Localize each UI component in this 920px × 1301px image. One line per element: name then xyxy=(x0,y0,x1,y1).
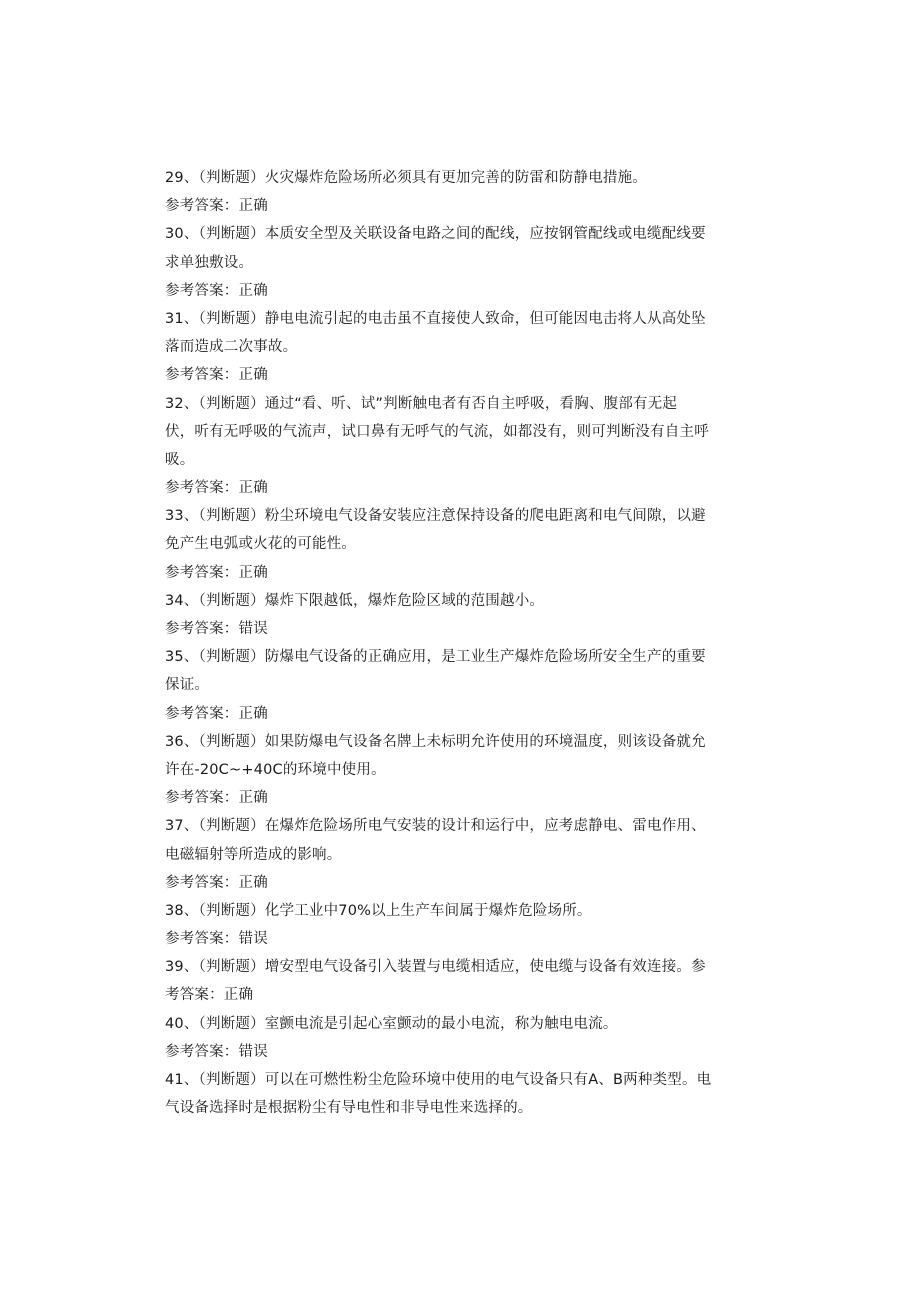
question-38-text: 38、（判断题）化学工业中70%以上生产车间属于爆炸危险场所。 xyxy=(165,902,592,919)
question-35-text: 35、（判断题）防爆电气设备的正确应用，是工业生产爆炸危险场所安全生产的重要 xyxy=(165,649,706,666)
question-31-text-cont: 落而造成二次事故。 xyxy=(165,339,298,356)
question-41-text: 41、（判断题）可以在可燃性粉尘危险环境中使用的电气设备只有A、B两种类型。电 xyxy=(165,1072,712,1088)
answer-40: 参考答案：错误 xyxy=(165,1043,268,1060)
answer-33: 参考答案：正确 xyxy=(165,564,268,581)
answer-31: 参考答案：正确 xyxy=(165,367,268,384)
question-39-text-cont: 考答案：正确 xyxy=(165,987,254,1004)
question-33-text: 33、（判断题）粉尘环境电气设备安装应注意保持设备的爬电距离和电气间隙，以避 xyxy=(165,508,706,525)
question-36-text: 36、（判断题）如果防爆电气设备名牌上未标明允许使用的环境温度，则该设备就允 xyxy=(165,733,706,750)
question-39-text: 39、（判断题）增安型电气设备引入装置与电缆相适应，使电缆与设备有效连接。参 xyxy=(165,959,706,976)
question-29-text: 29、（判断题）火灾爆炸危险场所必须具有更加完善的防雷和防静电措施。 xyxy=(165,170,647,186)
question-32-text-cont: 伏，听有无呼吸的气流声，试口鼻有无呼气的气流，如都没有，则可判断没有自主呼 xyxy=(165,423,709,440)
question-32-text: 32、（判断题）通过“看、听、试”判断触电者有否自主呼吸，看胸、腹部有无起 xyxy=(165,395,678,412)
question-41-text-cont: 气设备选择时是根据粉尘有导电性和非导电性来选择的。 xyxy=(165,1100,533,1117)
answer-38: 参考答案：错误 xyxy=(165,931,268,948)
answer-32: 参考答案：正确 xyxy=(165,480,268,497)
question-list xyxy=(165,164,745,1122)
question-37-text-cont: 电磁辐射等所造成的影响。 xyxy=(165,846,342,863)
question-30-text: 30、（判断题）本质安全型及关联设备电路之间的配线，应按钢管配线或电缆配线要 xyxy=(165,226,706,243)
question-37-text: 37、（判断题）在爆炸危险场所电气安装的设计和运行中，应考虑静电、雷电作用、 xyxy=(165,818,706,835)
answer-29: 参考答案：正确 xyxy=(165,198,268,215)
question-36-text-cont: 许在-20C~+40C的环境中使用。 xyxy=(165,761,386,778)
answer-30: 参考答案：正确 xyxy=(165,282,268,299)
answer-34: 参考答案：错误 xyxy=(165,621,268,637)
question-40-text: 40、（判断题）室颤电流是引起心室颤动的最小电流，称为触电电流。 xyxy=(165,1015,618,1032)
question-35-text-cont: 保证。 xyxy=(165,677,210,694)
answer-36: 参考答案：正确 xyxy=(165,790,268,807)
question-32-text-cont2: 吸。 xyxy=(165,451,195,468)
answer-37: 参考答案：正确 xyxy=(165,874,268,891)
question-34-text: 34、（判断题）爆炸下限越低，爆炸危险区域的范围越小。 xyxy=(165,592,545,609)
question-30-text-cont: 求单独敷设。 xyxy=(165,254,254,271)
question-33-text-cont: 免产生电弧或火花的可能性。 xyxy=(165,536,357,553)
question-31-text: 31、（判断题）静电电流引起的电击虽不直接使人致命，但可能因电击将人从高处坠 xyxy=(165,310,706,327)
answer-35: 参考答案：正确 xyxy=(165,705,268,722)
